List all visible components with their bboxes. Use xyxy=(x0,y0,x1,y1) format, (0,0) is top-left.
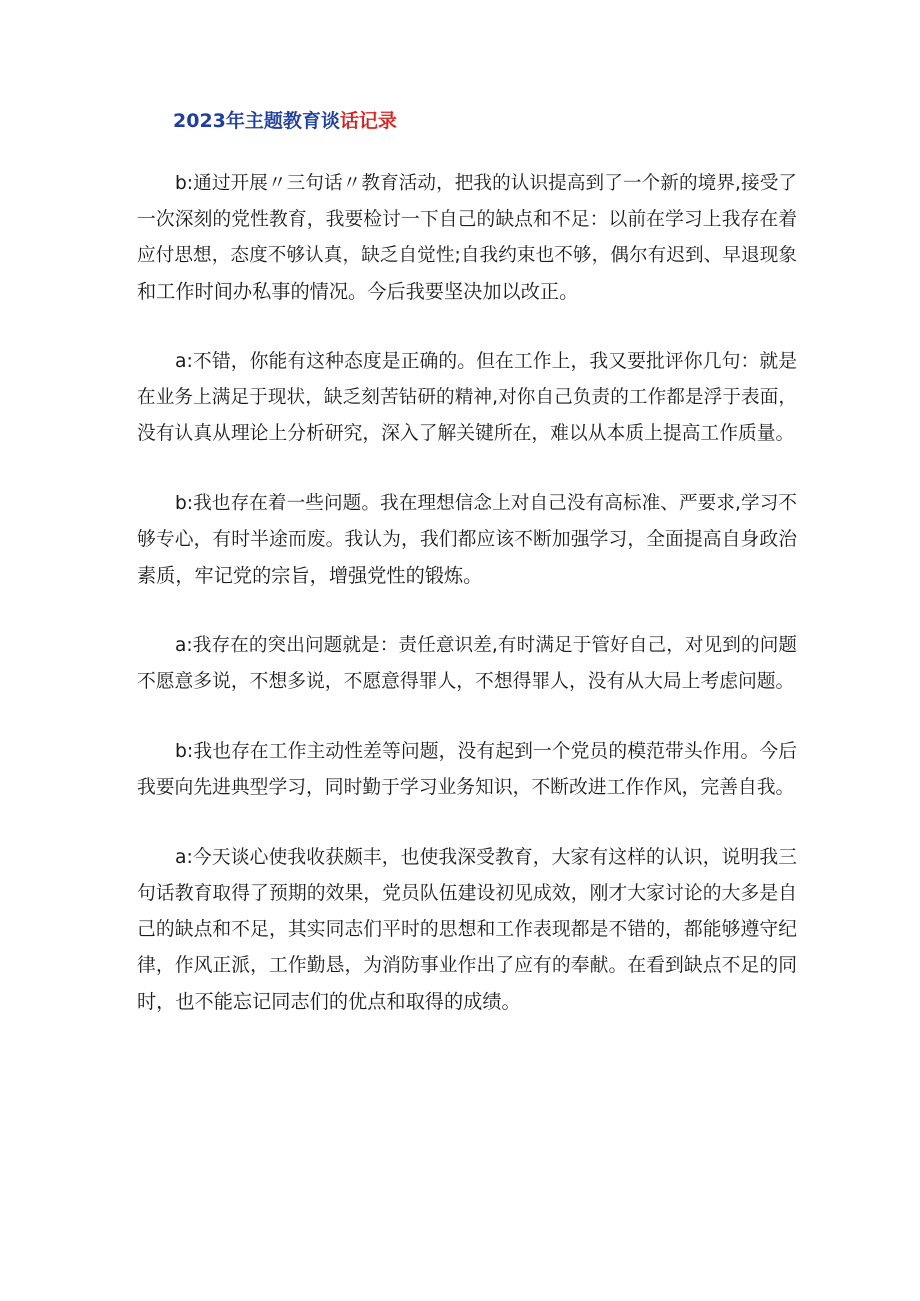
paragraph-line: 不愿意多说，不想多说，不愿意得罪人，不想得罪人，没有从大局上考虑问题。 xyxy=(137,671,795,692)
paragraph-5 xyxy=(137,734,797,806)
document-title xyxy=(173,107,397,135)
paragraph-3 xyxy=(137,486,797,594)
paragraph-line: 律，作风正派，工作勤恳，为消防事业作出了应有的奉献。在看到缺点不足的同 xyxy=(137,955,797,976)
paragraph-line: 一次深刻的党性教育，我要检讨一下自己的缺点和不足：以前在学习上我存在着 xyxy=(137,209,797,230)
paragraph-line: 己的缺点和不足，其实同志们平时的思想和工作表现都是不错的，都能够遵守纪 xyxy=(137,919,797,940)
document-title-part1: 2023年主题教育谈 xyxy=(173,110,340,132)
paragraph-4 xyxy=(137,628,797,700)
paragraph-line: 我要向先进典型学习，同时勤于学习业务知识，不断改进工作作风，完善自我。 xyxy=(137,777,795,798)
paragraph-line: b:通过开展〃三句话〃教育活动，把我的认识提高到了一个新的境界,接受了 xyxy=(175,173,797,194)
paragraph-line: 在业务上满足于现状，缺乏刻苦钻研的精神,对你自己负责的工作都是浮于表面， xyxy=(137,387,797,408)
paragraph-2 xyxy=(137,344,797,452)
paragraph-line: 应付思想，态度不够认真，缺乏自觉性;自我约束也不够，偶尔有迟到、早退现象 xyxy=(137,245,797,266)
document-title-part2: 话记录 xyxy=(339,110,397,132)
paragraph-line: 素质，牢记党的宗旨，增强党性的锻炼。 xyxy=(137,564,483,587)
paragraph-line: 没有认真从理论上分析研究，深入了解关键所在，难以从本质上提高工作质量。 xyxy=(137,423,795,444)
paragraph-1 xyxy=(137,166,797,310)
paragraph-line: 和工作时间办私事的情况。今后我要坚决加以改正。 xyxy=(137,280,579,303)
paragraph-line: 句话教育取得了预期的效果，党员队伍建设初见成效，刚才大家讨论的大多是自 xyxy=(137,883,797,904)
paragraph-line: a:不错，你能有这种态度是正确的。但在工作上，我又要批评你几句：就是 xyxy=(175,351,797,372)
document-body xyxy=(137,166,797,1054)
paragraph-line: 时，也不能忘记同志们的优点和取得的成绩。 xyxy=(137,990,521,1013)
paragraph-line: b:我也存在工作主动性差等问题，没有起到一个党员的模范带头作用。今后 xyxy=(175,741,797,762)
paragraph-line: 够专心，有时半途而废。我认为，我们都应该不断加强学习，全面提高自身政治 xyxy=(137,529,797,550)
paragraph-6 xyxy=(137,840,797,1020)
paragraph-line: a:今天谈心使我收获颇丰，也使我深受教育，大家有这样的认识，说明我三 xyxy=(175,847,797,868)
paragraph-line: b:我也存在着一些问题。我在理想信念上对自己没有高标准、严要求,学习不 xyxy=(175,493,797,514)
paragraph-line: a:我存在的突出问题就是：责任意识差,有时满足于管好自己，对见到的问题 xyxy=(175,635,797,656)
